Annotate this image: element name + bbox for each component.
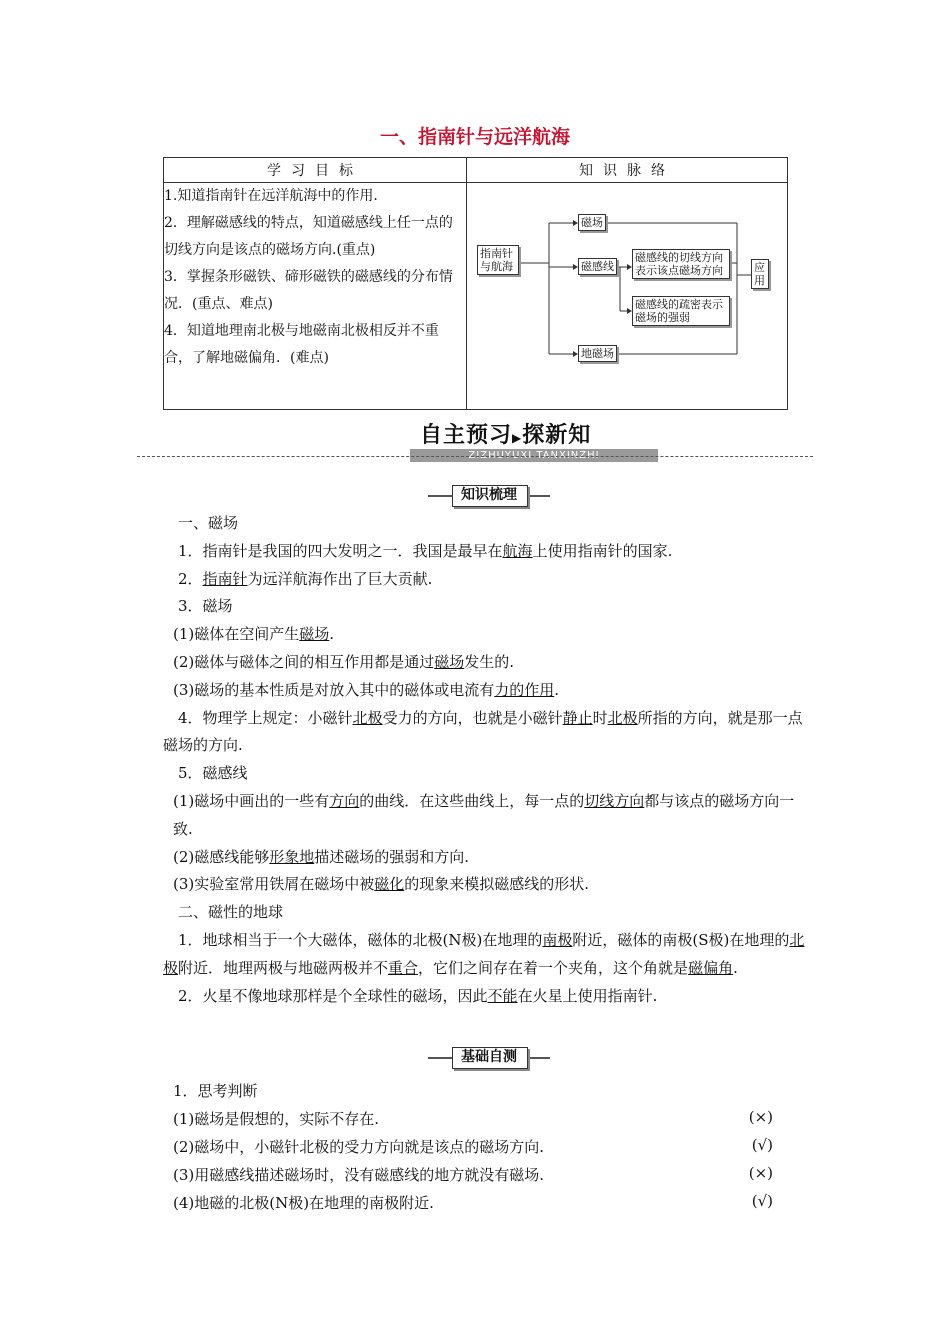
paragraph: (3)磁场的基本性质是对放入其中的磁体或电流有力的作用. (173, 680, 560, 699)
banner-arrow-icon: ▶ (512, 431, 523, 445)
quiz-item: (4)地磁的北极(N极)在地理的南极附近. (√) (173, 1192, 773, 1212)
diagram-magnetic-field-box: 磁场 (578, 214, 606, 231)
quiz-heading: 1．思考判断 (173, 1082, 258, 1100)
paragraph: (2)磁感线能够形象地描述磁场的强弱和方向. (173, 847, 470, 866)
paragraph: (2)磁体与磁体之间的相互作用都是通过磁场发生的. (173, 652, 515, 671)
paragraph: 2．火星不像地球那样是个全球性的磁场，因此不能在火星上使用指南针. (178, 986, 658, 1005)
paragraph: 5．磁感线 (178, 764, 248, 783)
diagram-earth-field-box: 地磁场 (578, 345, 617, 362)
knowledge-content (163, 510, 813, 1010)
quiz-item: (2)磁场中，小磁针北极的受力方向就是该点的磁场方向. (√) (173, 1136, 773, 1156)
paragraph: (1)磁体在空间产生磁场. (173, 625, 335, 644)
answer-mark: (×) (748, 1164, 773, 1182)
answer-mark: (√) (751, 1192, 773, 1210)
paragraph: 1．地球相当于一个大磁体，磁体的北极(N极)在地理的南极附近，磁体的南极(S极)在地理的北极附近．地理两极与地磁两极并不重合，它们之间存在着一个夹角，这个角就是磁偏角. (163, 930, 805, 977)
banner-main: 自主预习 (420, 423, 513, 448)
header-knowledge-map: 知识脉络 (467, 158, 788, 183)
objectives-table (163, 157, 788, 410)
section-heading-knowledge (428, 485, 550, 505)
banner-main2: 探新知 (522, 423, 592, 448)
paragraph: 2．指南针为远洋航海作出了巨大贡献. (178, 569, 433, 588)
goal-item: 1.知道指南针在远洋航海中的作用. (164, 188, 378, 204)
diagram-root-box: 指南针与航海 (477, 245, 519, 275)
goal-item: 4．知道地理南北极与地磁南北极相反并不重合，了解地磁偏角．(难点) (164, 323, 439, 366)
diagram-density-box: 磁感线的疏密表示磁场的强弱 (632, 296, 730, 326)
section-banner (420, 418, 660, 461)
section-heading-label: 知识梳理 (461, 487, 517, 503)
goal-item: 3．掌握条形磁铁、碲形磁铁的磁感线的分布情况．(重点、难点) (164, 269, 453, 312)
paragraph: 3．磁场 (178, 597, 233, 616)
section-heading-selftest (428, 1047, 550, 1067)
banner-pinyin: ZIZHUYUXI TANXINZHI (410, 449, 658, 462)
answer-mark: (√) (751, 1136, 773, 1154)
goals-cell (164, 183, 467, 410)
dashed-divider (137, 456, 813, 457)
section-heading-label: 基础自测 (461, 1049, 517, 1065)
paragraph: (1)磁场中画出的一些有方向的曲线．在这些曲线上，每一点的切线方向都与该点的磁场方向一致. (173, 791, 795, 838)
goal-item: 2．理解磁感线的特点，知道磁感线上任一点的切线方向是该点的磁场方向.(重点) (164, 215, 453, 258)
quiz-item: (3)用磁感线描述磁场时，没有磁感线的地方就没有磁场. (×) (173, 1164, 773, 1184)
knowledge-diagram (467, 183, 788, 410)
heading-1: 一、磁场 (178, 514, 239, 532)
paragraph: 4．物理学上规定：小磁针北极受力的方向，也就是小磁针静止时北极所指的方向，就是那一点磁场的方向. (163, 708, 803, 755)
paragraph: (3)实验室常用铁屑在磁场中被磁化的现象来模拟磁感线的形状. (173, 875, 590, 894)
diagram-field-lines-box: 磁感线 (578, 258, 617, 275)
page-title: 一、指南针与远洋航海 (379, 126, 570, 148)
paragraph: 1．指南针是我国的四大发明之一．我国是最早在航海上使用指南针的国家. (178, 541, 673, 560)
diagram-tangent-box: 磁感线的切线方向表示该点磁场方向 (632, 249, 730, 279)
header-learning-goals: 学习目标 (164, 158, 467, 183)
heading-2: 二、磁性的地球 (178, 903, 284, 922)
quiz-item: (1)磁场是假想的，实际不存在. (×) (173, 1108, 773, 1128)
answer-mark: (×) (748, 1108, 773, 1126)
diagram-connectors (467, 183, 787, 408)
diagram-application-box: 应用 (751, 259, 769, 289)
